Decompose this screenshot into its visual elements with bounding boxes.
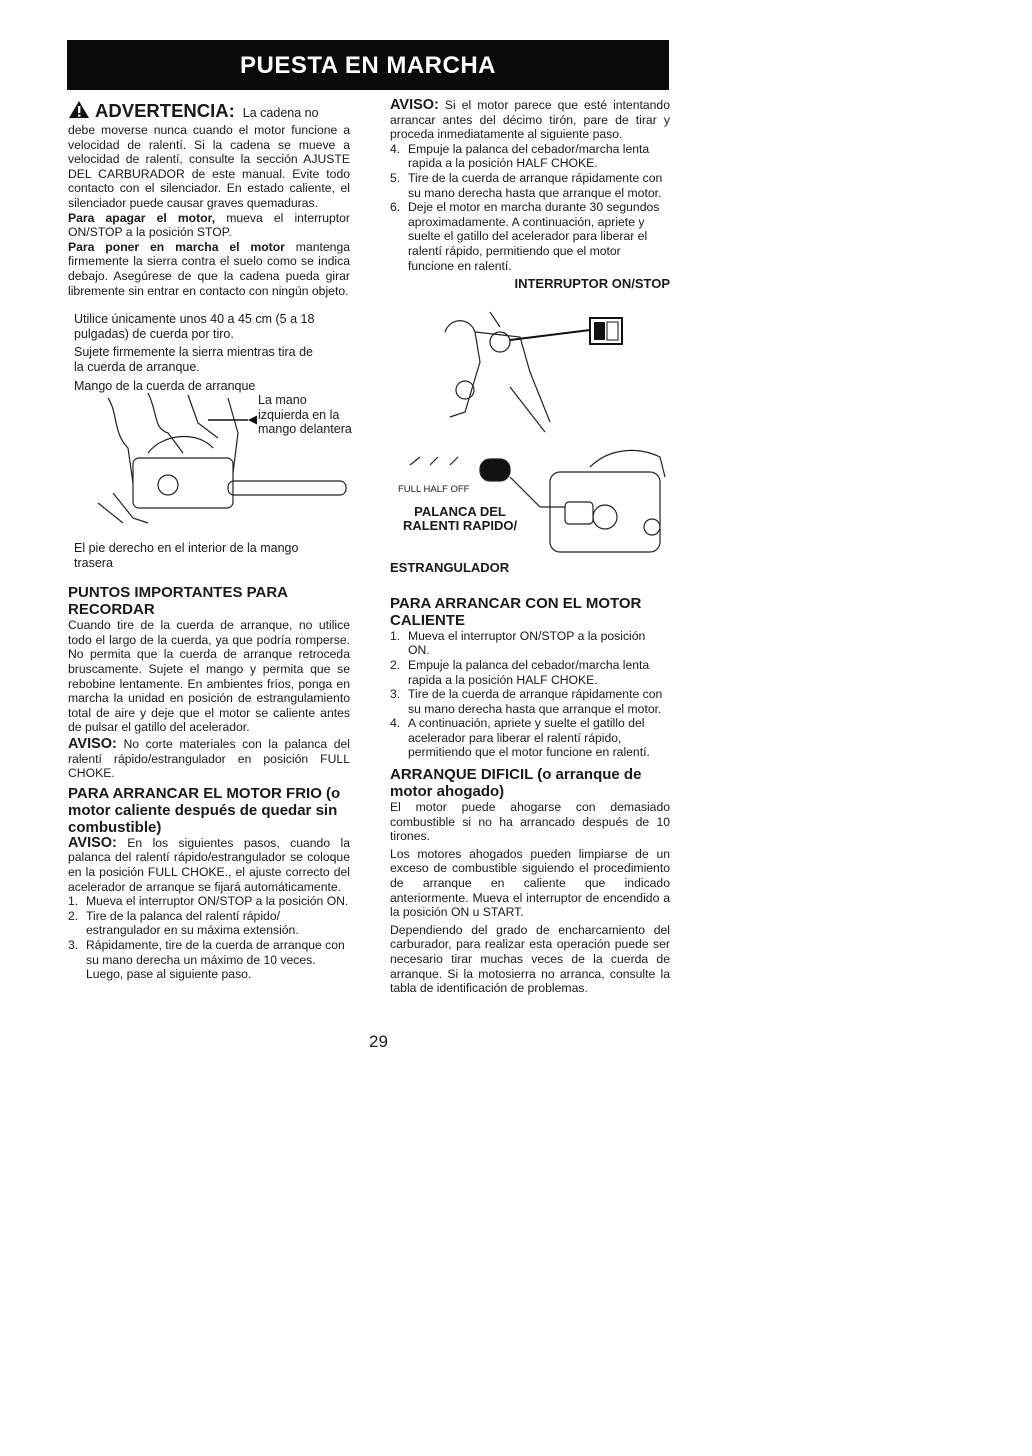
lever-label-choke: ESTRANGULADOR <box>390 559 510 575</box>
list-item: 3. Tire de la cuerda de arranque rápidamente con su mano derecha hasta que arranque el motor. <box>390 687 663 716</box>
list-item: 2. Tire de la palanca del ralentí rápido/ estrangulador en su máxima extensión. <box>68 908 299 938</box>
hard-start-heading: ARRANQUE DIFICIL (o arranque de motor ahogado) <box>390 766 642 801</box>
start-engine-paragraph: Para poner en marcha el motor mantenga firmemente la sierra contra el suelo como se indica debajo. Asegúrese de que la cadena pueda girar libremente sin entrar en contacto con ningún objeto. <box>68 239 350 298</box>
stop-engine-paragraph: Para apagar el motor, mueva el interruptor ON/STOP a la posición STOP. <box>68 210 350 240</box>
choke-lever-illustration <box>390 447 670 567</box>
warning-first-line: La cadena no <box>242 106 319 120</box>
left-column <box>68 98 350 982</box>
list-item: 5. Tire de la cuerda de arranque rápidamente con su mano derecha hasta que arranque el motor. <box>390 170 663 200</box>
choke-positions: FULL HALF OFF <box>398 483 470 495</box>
list-item: 6. Deje el motor en marcha durante 30 segundos aproximadamente. A continuación, apriete y suelte el gatillo del acelerador para liberar el ralentí rápido, permitiendo que el motor funcione en ralentí. <box>390 200 660 273</box>
warning-icon <box>68 101 95 121</box>
list-item: 1. Mueva el interruptor ON/STOP a la posición ON. <box>68 894 349 909</box>
list-item: 4. A continuación, apriete y suelte el gatillo del acelerador para liberar el ralentí rápido, permitiendo que el motor funcione en ralentí. <box>390 716 650 760</box>
list-item: 1. Mueva el interruptor ON/STOP a la posición ON. <box>390 628 646 658</box>
aviso-tenth-pull: AVISO: Si el motor parece que esté intentando arrancar antes del décimo tirón, pare de tirar y proceda inmediatamente al siguiente paso. <box>390 97 670 142</box>
starting-position-illustration <box>68 393 350 535</box>
start-steps-continued <box>390 142 670 273</box>
list-item: 2. Empuje la palanca del cebador/marcha lenta rapida a la posición HALF CHOKE. <box>390 657 650 687</box>
warm-start-heading: PARA ARRANCAR CON EL MOTOR CALIENTE <box>390 594 642 629</box>
right-foot-label: El pie derecho en el interior de la mango trasera <box>74 541 299 570</box>
warm-start-steps <box>390 629 670 760</box>
important-heading: PUNTOS IMPORTANTES PARA RECORDAR <box>68 584 288 619</box>
switch-label: INTERRUPTOR ON/STOP <box>514 276 670 292</box>
warning-heading <box>68 100 350 123</box>
hard-start-p1: El motor puede ahogarse con demasiado combustible si no ha arrancado después de 10 tirones. <box>390 800 670 844</box>
page-number: 29 <box>369 1032 388 1051</box>
page-title: PUESTA EN MARCHA <box>67 40 669 90</box>
figure-caption-starter-handle: Mango de la cuerda de arranque <box>74 378 256 393</box>
cold-start-aviso: AVISO: En los siguientes pasos, cuando la palanca del ralentí rápido/estrangulador se coloque en la posición FULL CHOKE., el ajuste correcto del acelerador de arranque se fijará automáticamente. <box>68 834 350 894</box>
figure-caption-hold-saw: Sujete firmemente la sierra mientras tira de la cuerda de arranque. <box>74 345 313 374</box>
right-column <box>390 98 670 996</box>
warning-body: debe moverse nunca cuando el motor funcione a velocidad de ralentí. Si la cadena se mueve a velocidad de ralentí, consulte la sección AJUSTE DEL CARBURADOR de este manual. Evite todo contacto con el silenciador. En estado caliente, el silenciador puede causar graves quemaduras. <box>68 123 350 210</box>
lever-label: PALANCA DEL RALENTI RAPIDO/ <box>402 503 518 533</box>
on-stop-switch-illustration <box>390 292 670 447</box>
important-aviso: AVISO: No corte materiales con la palanca del ralentí rápido/estrangulador en posición FULL CHOKE. <box>68 736 350 781</box>
list-item: 3. Rápidamente, tire de la cuerda de arranque con su mano derecha un máximo de 10 veces. Luego, pase al siguiente paso. <box>68 937 345 982</box>
left-hand-label: La mano izquierda en la mango delantera <box>258 393 352 437</box>
important-body: Cuando tire de la cuerda de arranque, no utilice todo el largo de la cuerda, ya que podría romperse. No permita que la cuerda de arranque retroceda bruscamente. Sujete el mango y permita que se rebobine lentamente. En ambientes fríos, ponga en marcha la unidad en posición de estrangulamiento total de aire y deje que el motor se caliente antes de pulsar el gatillo del acelerador. <box>68 618 350 735</box>
warning-word: ADVERTENCIA: <box>95 100 235 121</box>
figure-caption-rope-length: Utilice únicamente unos 40 a 45 cm (5 a 18 pulgadas) de cuerda por tiro. <box>74 312 315 341</box>
cold-start-heading: PARA ARRANCAR EL MOTOR FRIO (o motor caliente después de quedar sin combustible) <box>68 784 341 836</box>
hard-start-p3: Dependiendo del grado de encharcamiento del carburador, para realizar esta operación puede ser necesario tirar muchas veces de la cuerda de arranque. Si la motosierra no arranca, consulte la tabla de identificación de problemas. <box>390 922 670 996</box>
cold-start-steps <box>68 894 350 982</box>
hard-start-p2: Los motores ahogados pueden limpiarse de un exceso de combustible siguiendo el procedimiento de arranque en caliente que indicado anteriormente. Mueva el interruptor de encendido a la posición ON u START. <box>390 846 670 920</box>
list-item: 4. Empuje la palanca del cebador/marcha lenta rapida a la posición HALF CHOKE. <box>390 141 650 171</box>
